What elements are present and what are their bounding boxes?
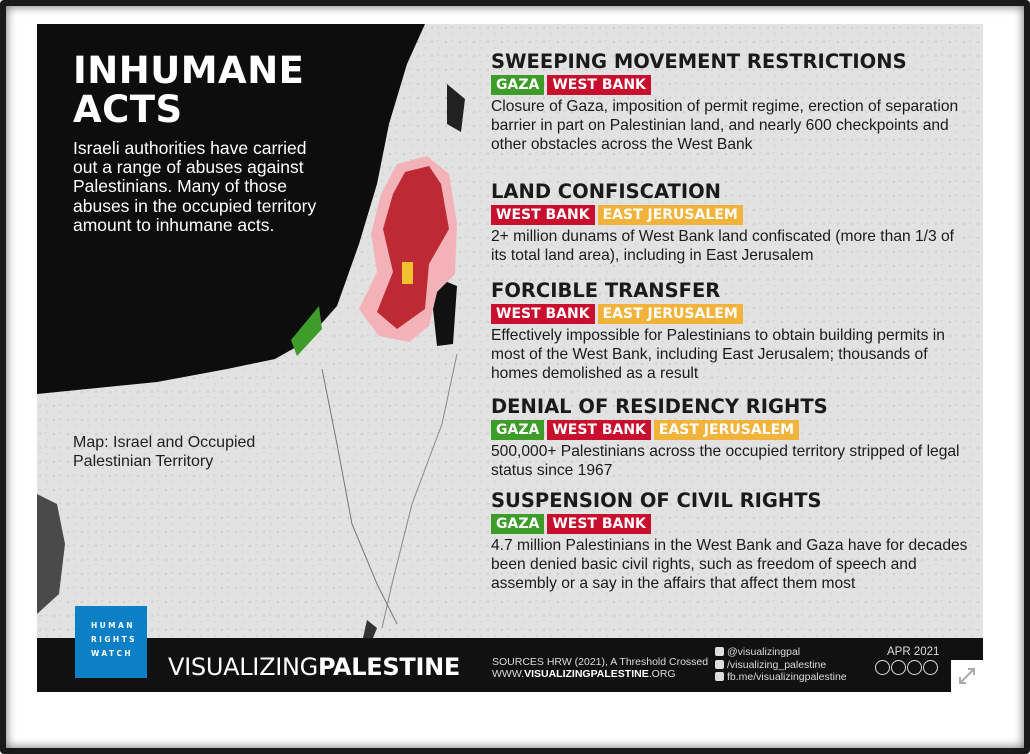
tag-row: [491, 514, 971, 534]
brand-bold: PALESTINE: [317, 653, 460, 681]
tag-west-bank: WEST BANK: [547, 420, 651, 440]
expand-button[interactable]: [951, 660, 983, 692]
tag-row: [491, 420, 971, 440]
section-text: 2+ million dunams of West Bank land confiscated (more than 1/3 of its total land area), including in East Jerusalem: [491, 228, 955, 265]
tag-east-jerusalem: EAST JERUSALEM: [654, 420, 799, 440]
facebook-icon: [715, 672, 724, 681]
publish-date: APR 2021: [887, 646, 940, 658]
section-land-confiscation: [491, 180, 971, 265]
brand-light: VISUALIZING: [168, 653, 318, 681]
section-title: SWEEPING MOVEMENT RESTRICTIONS: [491, 50, 907, 73]
instagram-icon: [715, 660, 724, 669]
hrw-word-1: HUMAN: [91, 621, 135, 630]
twitter-handle: @visualizingpal: [727, 646, 801, 658]
section-residency-rights: [491, 395, 971, 480]
website-prefix: WWW.: [492, 667, 525, 680]
visualizing-palestine-logo: [168, 653, 460, 681]
main-title: [73, 51, 333, 129]
expand-icon: [951, 660, 983, 692]
section-forcible-transfer: [491, 279, 971, 384]
tag-row: [491, 75, 971, 95]
website-domain: VISUALIZINGPALESTINE: [524, 667, 649, 680]
tag-gaza: GAZA: [491, 75, 544, 95]
section-title: LAND CONFISCATION: [491, 180, 721, 203]
tag-row: [491, 304, 971, 324]
sources-line: SOURCES HRW (2021), A Threshold Crossed: [492, 656, 709, 668]
human-rights-watch-logo: [75, 606, 147, 678]
tag-west-bank: WEST BANK: [491, 205, 595, 225]
tag-gaza: GAZA: [491, 420, 544, 440]
section-title: SUSPENSION OF CIVIL RIGHTS: [491, 489, 822, 512]
intro-text: Israeli authorities have carried out a range of abuses against Palestinians. Many of those abuses in the occupied territory amount to inhumane acts.: [73, 138, 317, 235]
tag-east-jerusalem: EAST JERUSALEM: [598, 304, 743, 324]
website-tld: .ORG: [648, 667, 676, 680]
creative-commons-license: [875, 660, 938, 675]
intro-block: [73, 51, 333, 235]
section-movement-restrictions: [491, 50, 971, 155]
east-jerusalem-area: [402, 262, 413, 284]
sources-credit: [492, 657, 708, 680]
twitter-icon: [715, 647, 724, 656]
title-line-2: ACTS: [73, 88, 183, 131]
tag-gaza: GAZA: [491, 514, 544, 534]
infographic: [37, 24, 983, 692]
section-text: 500,000+ Palestinians across the occupied territory stripped of legal status since 1967: [491, 443, 960, 480]
map-caption: Map: Israel and Occupied Palestinian Territory: [73, 434, 256, 470]
hrw-word-2: RIGHTS: [91, 635, 137, 644]
facebook-handle: fb.me/visualizingpalestine: [727, 671, 847, 683]
title-line-1: INHUMANE: [73, 49, 305, 92]
nc-icon: [907, 660, 922, 675]
social-links: [715, 646, 847, 684]
tag-row: [491, 205, 971, 225]
hrw-word-3: WATCH: [91, 649, 134, 658]
instagram-handle: /visualizing_palestine: [727, 658, 827, 671]
section-title: FORCIBLE TRANSFER: [491, 279, 721, 302]
tag-east-jerusalem: EAST JERUSALEM: [598, 205, 743, 225]
section-title: DENIAL OF RESIDENCY RIGHTS: [491, 395, 828, 418]
tag-west-bank: WEST BANK: [491, 304, 595, 324]
nd-icon: [923, 660, 938, 675]
section-civil-rights: [491, 489, 971, 594]
tag-west-bank: WEST BANK: [547, 514, 651, 534]
tag-west-bank: WEST BANK: [547, 75, 651, 95]
section-text: Effectively impossible for Palestinians to obtain building permits in most of the West Bank, including East Jerusalem; thousands of homes demolished as a result: [491, 327, 945, 383]
section-text: 4.7 million Palestinians in the West Bank and Gaza have for decades been denied basic civil rights, such as freedom of speech and assembly or a say in the affairs that affect them most: [491, 537, 968, 593]
by-icon: [891, 660, 906, 675]
section-text: Closure of Gaza, imposition of permit regime, erection of separation barrier in part on Palestinian land, and nearly 600 checkpoints and other obstacles across the West Bank: [491, 98, 959, 154]
cc-icon: [875, 660, 890, 675]
footer-bar: [37, 638, 983, 692]
